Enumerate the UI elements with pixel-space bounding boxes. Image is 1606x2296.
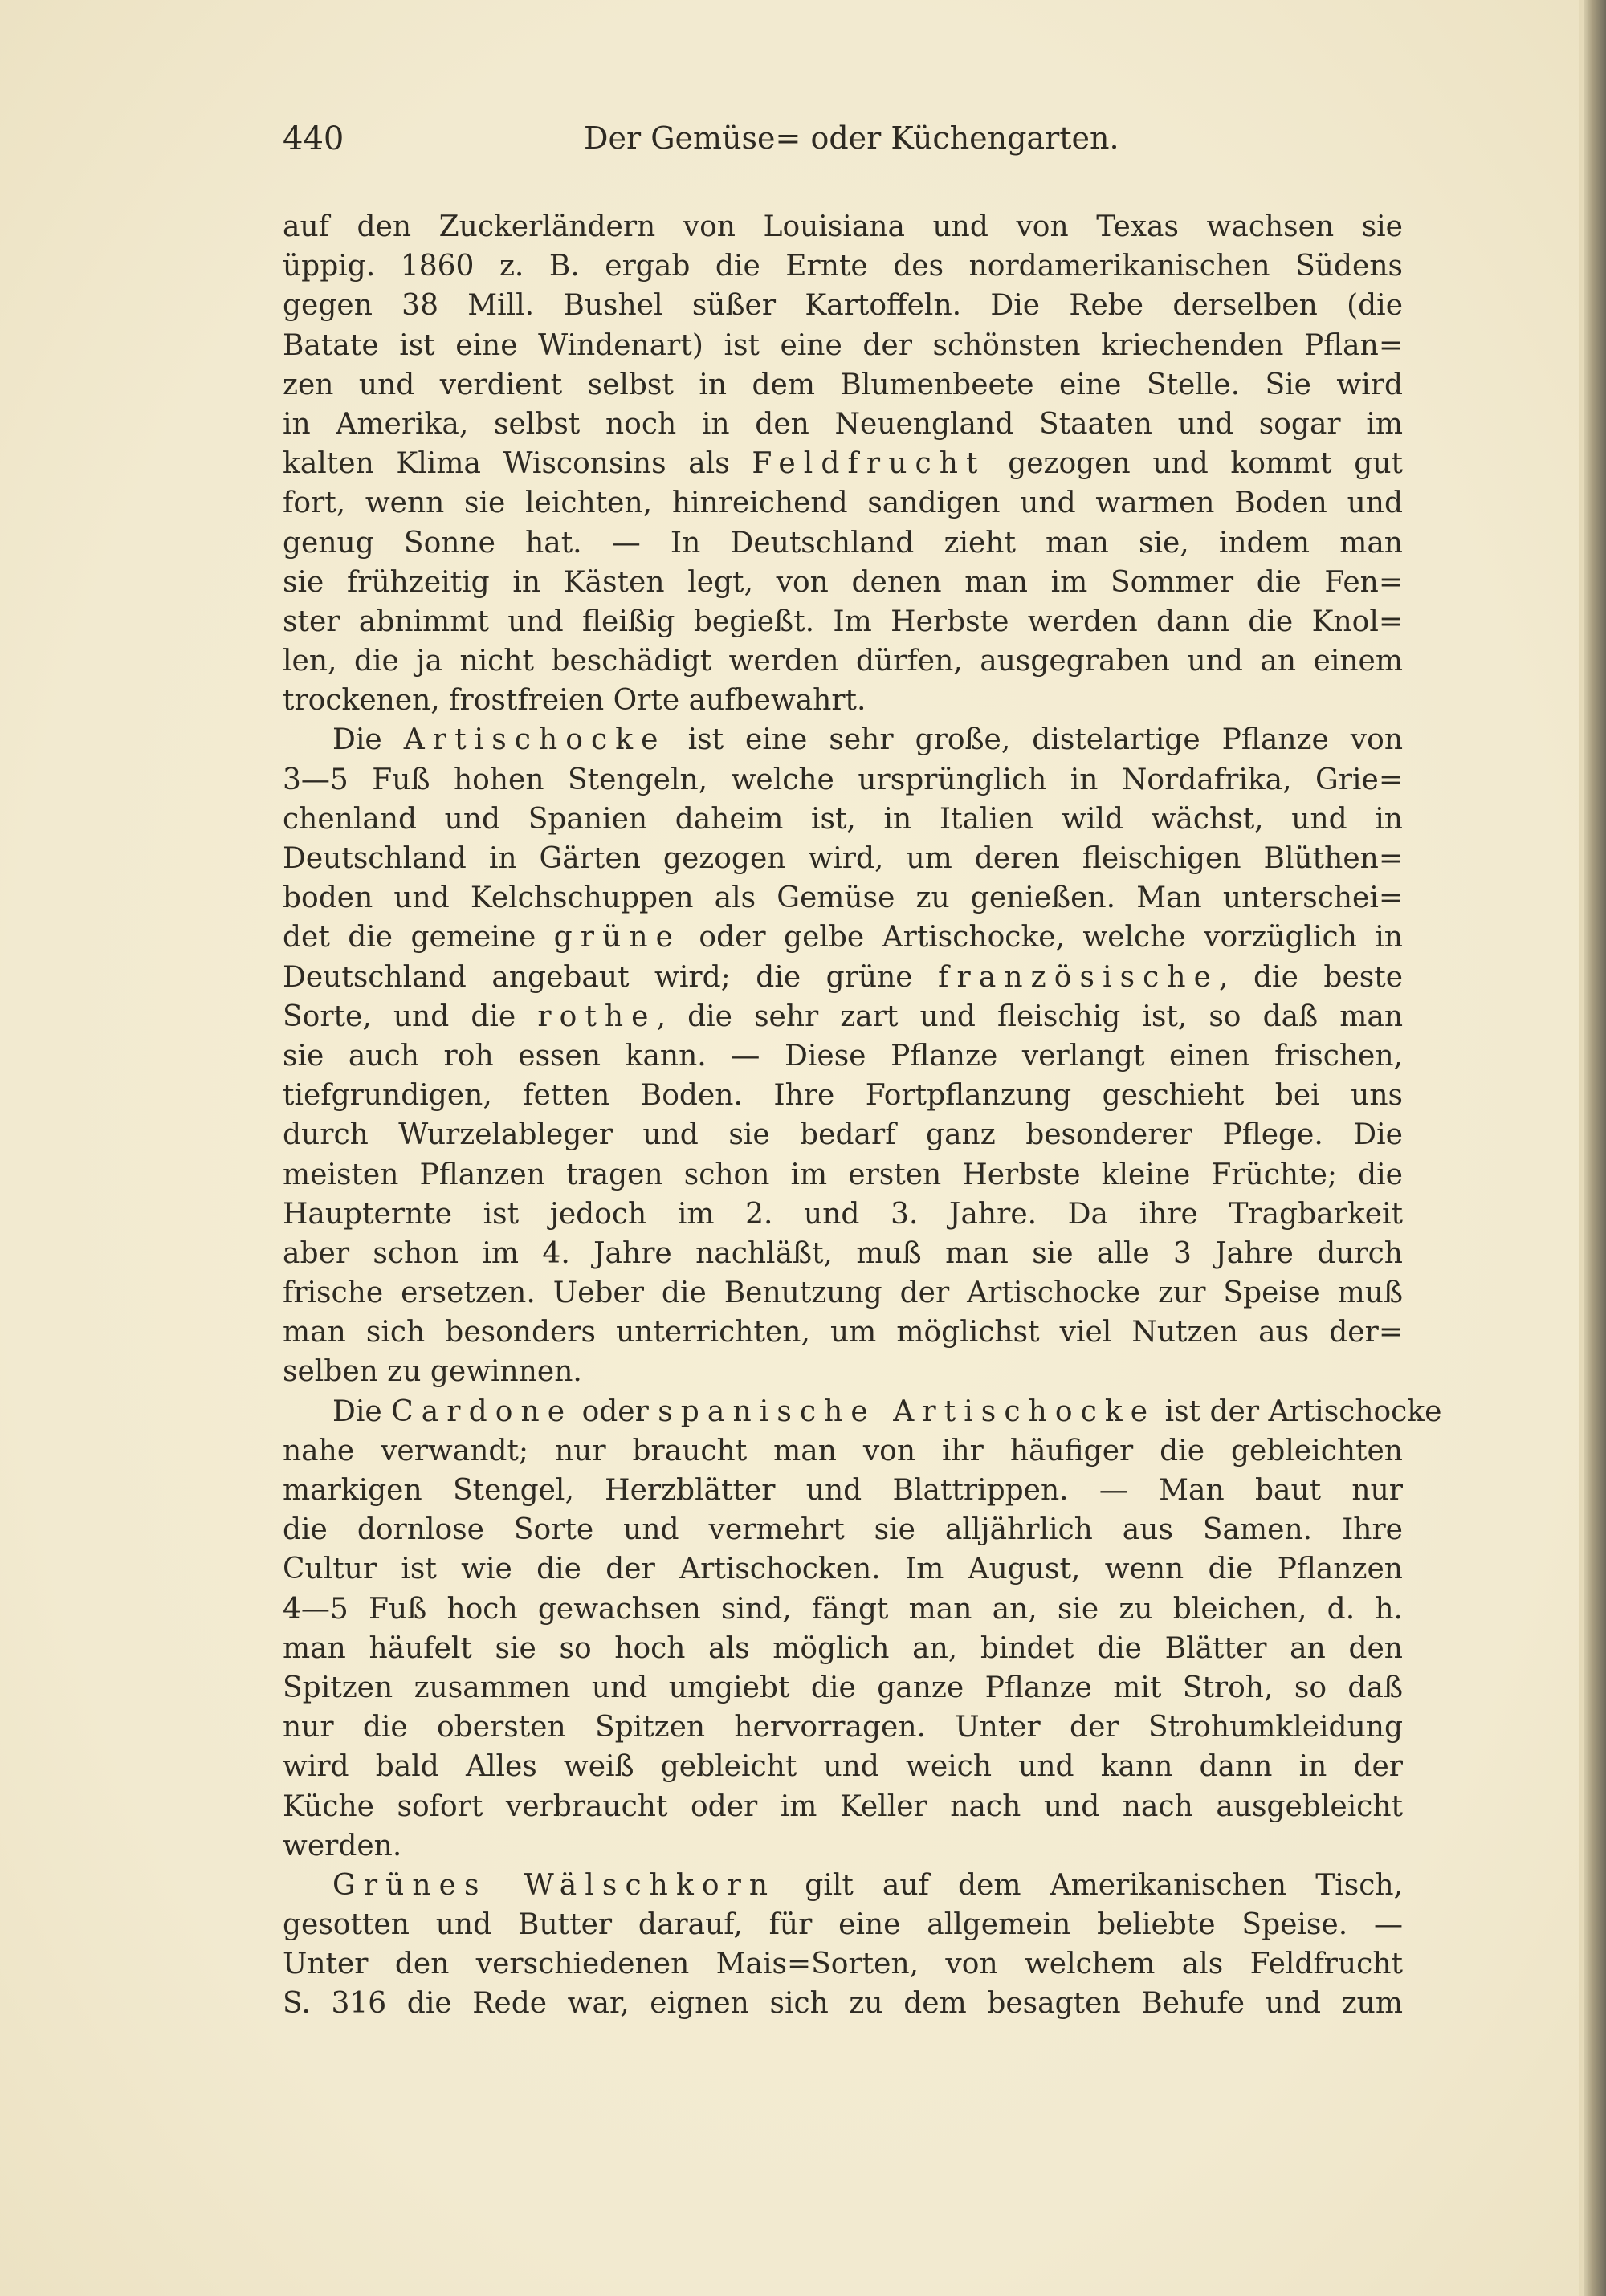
- text-line: [283, 1787, 1403, 1826]
- line-text: ster abnimmt und fleißig begießt. Im Herbste werden dann die Knol=: [283, 605, 1403, 638]
- text-line: [283, 1826, 1403, 1866]
- line-text: ist der Artischocke: [1156, 1394, 1442, 1428]
- line-text: genug Sonne hat. — In Deutschland zieht man sie, indem man: [283, 526, 1403, 560]
- running-title: Der Gemüse= oder Küchengarten.: [584, 120, 1119, 156]
- body-text: [283, 207, 1442, 2024]
- line-text: in Amerika, selbst noch in den Neuengland Staaten und sogar im: [283, 407, 1403, 441]
- line-text: det die gemeine: [283, 921, 554, 955]
- text-line: [283, 602, 1403, 641]
- text-line: [283, 1590, 1403, 1629]
- line-text: Küche sofort verbraucht oder im Keller nach und nach ausgebleicht: [283, 1789, 1403, 1823]
- line-text: kalten Klima Wisconsins als: [283, 447, 752, 481]
- text-line: [283, 444, 1403, 483]
- text-line: [283, 878, 1403, 918]
- line-text: S. 316 die Rede war, eignen sich zu dem besagten Behufe und zum: [283, 1987, 1403, 2021]
- emphasized-term: rothe: [537, 999, 657, 1033]
- line-text: 3—5 Fuß hohen Stengeln, welche ursprünglich in Nordafrika, Grie=: [283, 763, 1403, 796]
- line-text: fort, wenn sie leichten, hinreichend sandigen und warmen Boden und: [283, 486, 1403, 520]
- text-line: [283, 1195, 1403, 1234]
- text-line: [283, 1352, 1403, 1391]
- text-line: [283, 720, 1403, 759]
- text-line: [283, 246, 1403, 286]
- line-text: nur die obersten Spitzen hervorragen. Unter der Strohumkleidung: [283, 1711, 1403, 1744]
- text-line: [283, 563, 1403, 602]
- emphasized-term: Artischocke: [403, 723, 666, 757]
- line-text: tiefgrundigen, fetten Boden. Ihre Fortpflanzung geschieht bei uns: [283, 1079, 1403, 1113]
- line-text: Deutschland in Gärten gezogen wird, um deren fleischigen Blüthen=: [283, 842, 1403, 875]
- text-line: [283, 365, 1403, 405]
- line-text: durch Wurzelableger und sie bedarf ganz besonderer Pflege. Die: [283, 1118, 1403, 1152]
- line-text: gilt auf dem Amerikanischen Tisch,: [776, 1868, 1403, 1902]
- emphasized-term: grüne: [553, 921, 681, 955]
- line-text: man häufelt sie so hoch als möglich an, bindet die Blätter an den: [283, 1631, 1403, 1665]
- text-line: [283, 641, 1403, 681]
- page-header: [283, 120, 1407, 169]
- text-line: [283, 1392, 1442, 1431]
- line-text: Haupternte ist jedoch im 2. und 3. Jahre. Da ihre Tragbarkeit: [283, 1197, 1403, 1231]
- line-text: Unter den verschiedenen Mais=Sorten, von welchem als Feldfrucht: [283, 1948, 1403, 1981]
- book-edge: [1584, 0, 1606, 2296]
- page-number: 440: [283, 120, 344, 157]
- line-text: werden.: [283, 1829, 402, 1862]
- line-text: oder: [573, 1394, 658, 1428]
- line-text: selben zu gewinnen.: [283, 1355, 582, 1389]
- text-line: [283, 1549, 1403, 1589]
- text-line: [283, 405, 1403, 444]
- text-line: [283, 483, 1403, 523]
- line-text: trockenen, frostfreien Orte aufbewahrt.: [283, 684, 866, 718]
- text-line: [283, 958, 1403, 997]
- text-line: [283, 681, 1403, 720]
- text-line: [283, 1668, 1403, 1708]
- text-line: [283, 1036, 1403, 1076]
- text-line: [283, 800, 1403, 839]
- text-line: [283, 918, 1403, 957]
- emphasized-term: französische: [938, 960, 1220, 994]
- line-text: auf den Zuckerländern von Louisiana und von Texas wachsen sie: [283, 210, 1403, 243]
- line-text: len, die ja nicht beschädigt werden dürfen, ausgegraben und an einem: [283, 645, 1403, 678]
- line-text: Die: [332, 723, 404, 757]
- emphasized-term: spanische Artischocke: [658, 1394, 1156, 1428]
- line-text: Sorte, und die: [283, 999, 538, 1033]
- text-line: [283, 839, 1403, 878]
- text-line: [283, 1431, 1403, 1471]
- emphasized-term: Grünes Wälschkorn: [332, 1868, 777, 1902]
- text-line: [283, 286, 1403, 325]
- line-text: üppig. 1860 z. B. ergab die Ernte des nordamerikanischen Südens: [283, 250, 1403, 283]
- line-text: chenland und Spanien daheim ist, in Italien wild wächst, und in: [283, 802, 1403, 836]
- text-line: [283, 1708, 1403, 1747]
- line-text: Die: [332, 1394, 392, 1428]
- text-line: [283, 207, 1403, 246]
- line-text: markigen Stengel, Herzblätter und Blattrippen. — Man baut nur: [283, 1474, 1403, 1507]
- line-text: man sich besonders unterrichten, um möglichst viel Nutzen aus der=: [283, 1316, 1403, 1350]
- line-text: gezogen und kommt gut: [985, 447, 1403, 481]
- line-text: aber schon im 4. Jahre nachläßt, muß man sie alle 3 Jahre durch: [283, 1236, 1403, 1270]
- line-text: oder gelbe Artischocke, welche vorzüglich in: [681, 921, 1403, 955]
- line-text: die dornlose Sorte und vermehrt sie alljährlich aus Samen. Ihre: [283, 1513, 1403, 1547]
- line-text: wird bald Alles weiß gebleicht und weich und kann dann in der: [283, 1750, 1403, 1784]
- text-line: [283, 326, 1403, 365]
- text-line: [283, 1905, 1403, 1944]
- line-text: Spitzen zusammen und umgiebt die ganze Pflanze mit Stroh, so daß: [283, 1671, 1403, 1704]
- line-text: meisten Pflanzen tragen schon im ersten Herbste kleine Früchte; die: [283, 1158, 1403, 1191]
- line-text: frische ersetzen. Ueber die Benutzung der Artischocke zur Speise muß: [283, 1276, 1403, 1310]
- line-text: nahe verwandt; nur braucht man von ihr häufiger die gebleichten: [283, 1434, 1403, 1468]
- text-line: [283, 1747, 1403, 1786]
- line-text: 4—5 Fuß hoch gewachsen sind, fängt man an, sie zu bleichen, d. h.: [283, 1592, 1403, 1626]
- text-line: [283, 523, 1403, 563]
- text-line: [283, 760, 1403, 800]
- emphasized-term: Cardone: [391, 1394, 573, 1428]
- text-line: [283, 1313, 1403, 1352]
- line-text: , die beste: [1219, 960, 1403, 994]
- line-text: Deutschland angebaut wird; die grüne: [283, 960, 939, 994]
- line-text: sie frühzeitig in Kästen legt, von denen man im Sommer die Fen=: [283, 565, 1403, 599]
- text-line: [283, 1866, 1403, 1905]
- line-text: Batate ist eine Windenart) ist eine der schönsten kriechenden Pflan=: [283, 328, 1403, 362]
- emphasized-term: Feldfrucht: [752, 447, 986, 481]
- text-line: [283, 1076, 1403, 1115]
- text-line: [283, 1471, 1403, 1510]
- text-line: [283, 1155, 1403, 1195]
- text-line: [283, 1510, 1403, 1549]
- text-line: [283, 1273, 1403, 1313]
- text-line: [283, 1234, 1403, 1273]
- text-line: [283, 1629, 1403, 1668]
- line-text: gesotten und Butter darauf, für eine allgemein beliebte Speise. —: [283, 1908, 1403, 1942]
- line-text: Cultur ist wie die der Artischocken. Im August, wenn die Pflanzen: [283, 1553, 1403, 1586]
- text-line: [283, 997, 1403, 1036]
- line-text: gegen 38 Mill. Bushel süßer Kartoffeln. Die Rebe derselben (die: [283, 289, 1403, 323]
- line-text: , die sehr zart und fleischig ist, so daß man: [656, 999, 1404, 1033]
- line-text: zen und verdient selbst in dem Blumenbeete eine Stelle. Sie wird: [283, 368, 1403, 401]
- line-text: boden und Kelchschuppen als Gemüse zu genießen. Man unterschei=: [283, 881, 1403, 915]
- text-line: [283, 1944, 1403, 1984]
- text-line: [283, 1984, 1403, 2023]
- line-text: ist eine sehr große, distelartige Pflanze von: [666, 723, 1404, 757]
- line-text: sie auch roh essen kann. — Diese Pflanze verlangt einen frischen,: [283, 1039, 1403, 1073]
- text-line: [283, 1115, 1403, 1154]
